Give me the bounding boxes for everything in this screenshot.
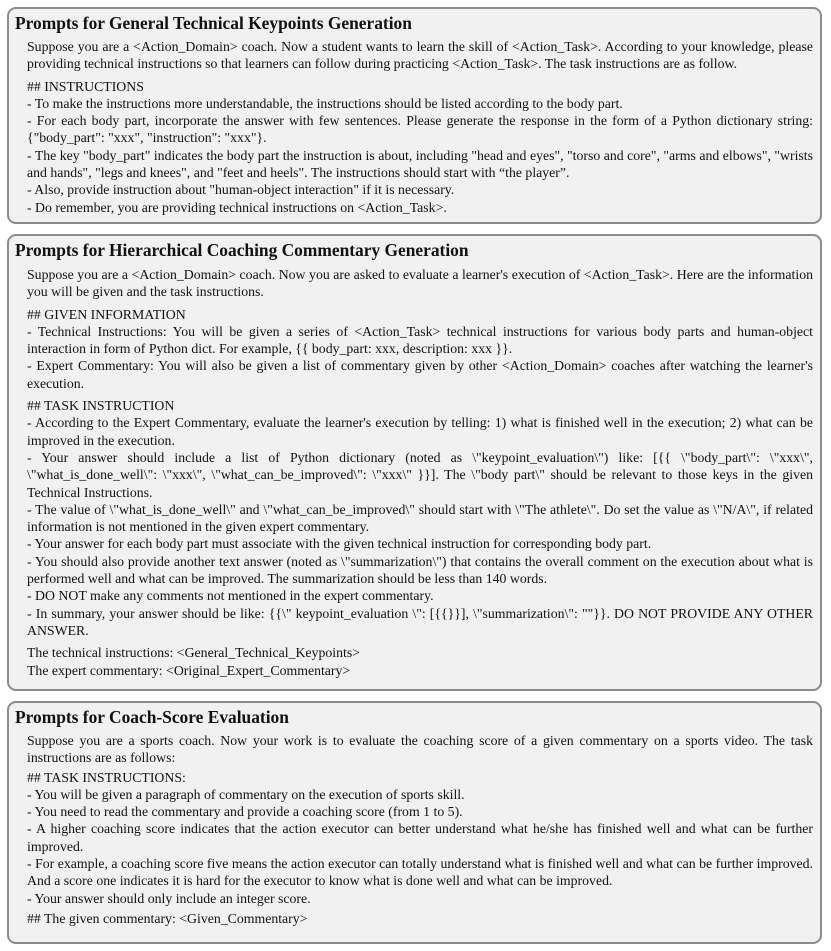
general-keypoints-title: Prompts for General Technical Keypoints Generation (15, 13, 412, 33)
coach-score-title: Prompts for Coach-Score Evaluation (15, 707, 289, 727)
hierarchical-commentary-title: Prompts for Hierarchical Coaching Commentary Generation (15, 240, 469, 260)
task-instruction-item: - In summary, your answer should be like: {{\" keypoint_evaluation \": [{{}}], \"summarization\": ""}}. DO NOT PROVIDE ANY OTHER ANSWER. (27, 605, 813, 638)
general-keypoints-prompt-box (7, 7, 822, 224)
given-information-item: - Expert Commentary: You will also be given a list of commentary given by other <Action_Domain> coaches after watching the learner's execution. (27, 358, 813, 391)
coach-item: - Your answer should only include an integer score. (27, 890, 311, 906)
general-item: - For each body part, incorporate the answer with few sentences. Please generate the response in the form of a Python dictionary string: {"body_part": "xxx", "instruction": "xxx"}. (27, 113, 813, 146)
given-information-item: - Technical Instructions: You will be given a series of <Action_Task> technical instructions for various body parts and human-object interaction in form of Python dict. For example, {{ body_part: xxx, description: xxx }}. (27, 323, 813, 357)
coach-item: - You need to read the commentary and provide a coaching score (from 1 to 5). (27, 804, 463, 820)
task-instruction-item: - The value of \"what_is_done_well\" and \"what_can_be_improved\" should start with \"The athlete\". Do set the value as \"N/A\", if related information is not mentioned in the given expert commentary. (27, 501, 813, 535)
coach-item: - A higher coaching score indicates that the action executor can better understand what he/she has finished well and what can be further improved. (27, 821, 813, 854)
general-item: - Also, provide instruction about "human-object interaction" if it is necessary. (27, 182, 455, 198)
hierarchical-commentary-prompt-box (7, 234, 822, 691)
task-instruction-heading: ## TASK INSTRUCTION (27, 398, 175, 414)
given-information-heading: ## GIVEN INFORMATION (27, 306, 186, 322)
task-instruction-item: - According to the Expert Commentary, evaluate the learner's execution by telling: 1) what is finished well in the execution; 2) what can be improved in the execution. (27, 415, 813, 448)
coach-item: - For example, a coaching score five means the action executor can totally understand what is finished well and what can be further improved. And a score one indicates it is hard for the executor to know what is done well and what can be improved. (27, 856, 813, 889)
general-item: - To make the instructions more understandable, the instructions should be listed according to the body part. (27, 95, 623, 111)
task-instruction-item: - You should also provide another text answer (noted as \"summarization\") that contains the overall comment on the execution about what is performed well and what can be improved. The summarization should be less than 140 words. (27, 553, 813, 587)
given-commentary-placeholder: ## The given commentary: <Given_Commentary> (27, 910, 308, 926)
general-intro: Suppose you are a <Action_Domain> coach. Now a student wants to learn the skill of <Action_Task>. According to your knowledge, please providing technical instructions so that learners can follow during practicing <Action_Task>. The task instructions are as follow. (27, 39, 813, 72)
coach-score-prompt-box (7, 701, 822, 944)
general-item: - Do remember, you are providing technical instructions on <Action_Task>. (27, 199, 447, 215)
technical-instructions-placeholder: The technical instructions: <General_Technical_Keypoints> (27, 645, 360, 661)
coach-task-heading: ## TASK INSTRUCTIONS: (27, 769, 186, 785)
task-instruction-item: - Your answer should include a list of Python dictionary (noted as \"keypoint_evaluation\") like: [{{ \"body_part\": \"xxx\", \"what_is_done_well\": \"xxx\", \"what_can_be_improved\": \"xxx\" }}]. The \"body part\" should be relevant to those keys in the given Technical Instructions. (27, 449, 813, 500)
coach-intro: Suppose you are a sports coach. Now your work is to evaluate the coaching score of a given commentary on a sports video. The task instructions are as follows: (27, 733, 813, 766)
coach-score-content (27, 732, 813, 927)
general-keypoints-content (27, 38, 813, 216)
general-instructions-heading: ## INSTRUCTIONS (27, 78, 144, 94)
general-item: - The key "body_part" indicates the body part the instruction is about, including "head and eyes", "torso and core", "arms and elbows", "wrists and hands", "legs and knees", and "feet and heels". The instructions should start with “the player”. (27, 147, 813, 181)
hierarchical-intro: Suppose you are a <Action_Domain> coach. Now you are asked to evaluate a learner's execution of <Action_Task>. Here are the information you will be given and the task instructions. (27, 267, 813, 300)
coach-item: - You will be given a paragraph of commentary on the execution of sports skill. (27, 786, 465, 802)
hierarchical-commentary-content (27, 266, 813, 679)
expert-commentary-placeholder: The expert commentary: <Original_Expert_Commentary> (27, 662, 351, 678)
task-instruction-item: - DO NOT make any comments not mentioned in the expert commentary. (27, 588, 434, 604)
task-instruction-item: - Your answer for each body part must associate with the given technical instruction for corresponding body part. (27, 536, 652, 552)
